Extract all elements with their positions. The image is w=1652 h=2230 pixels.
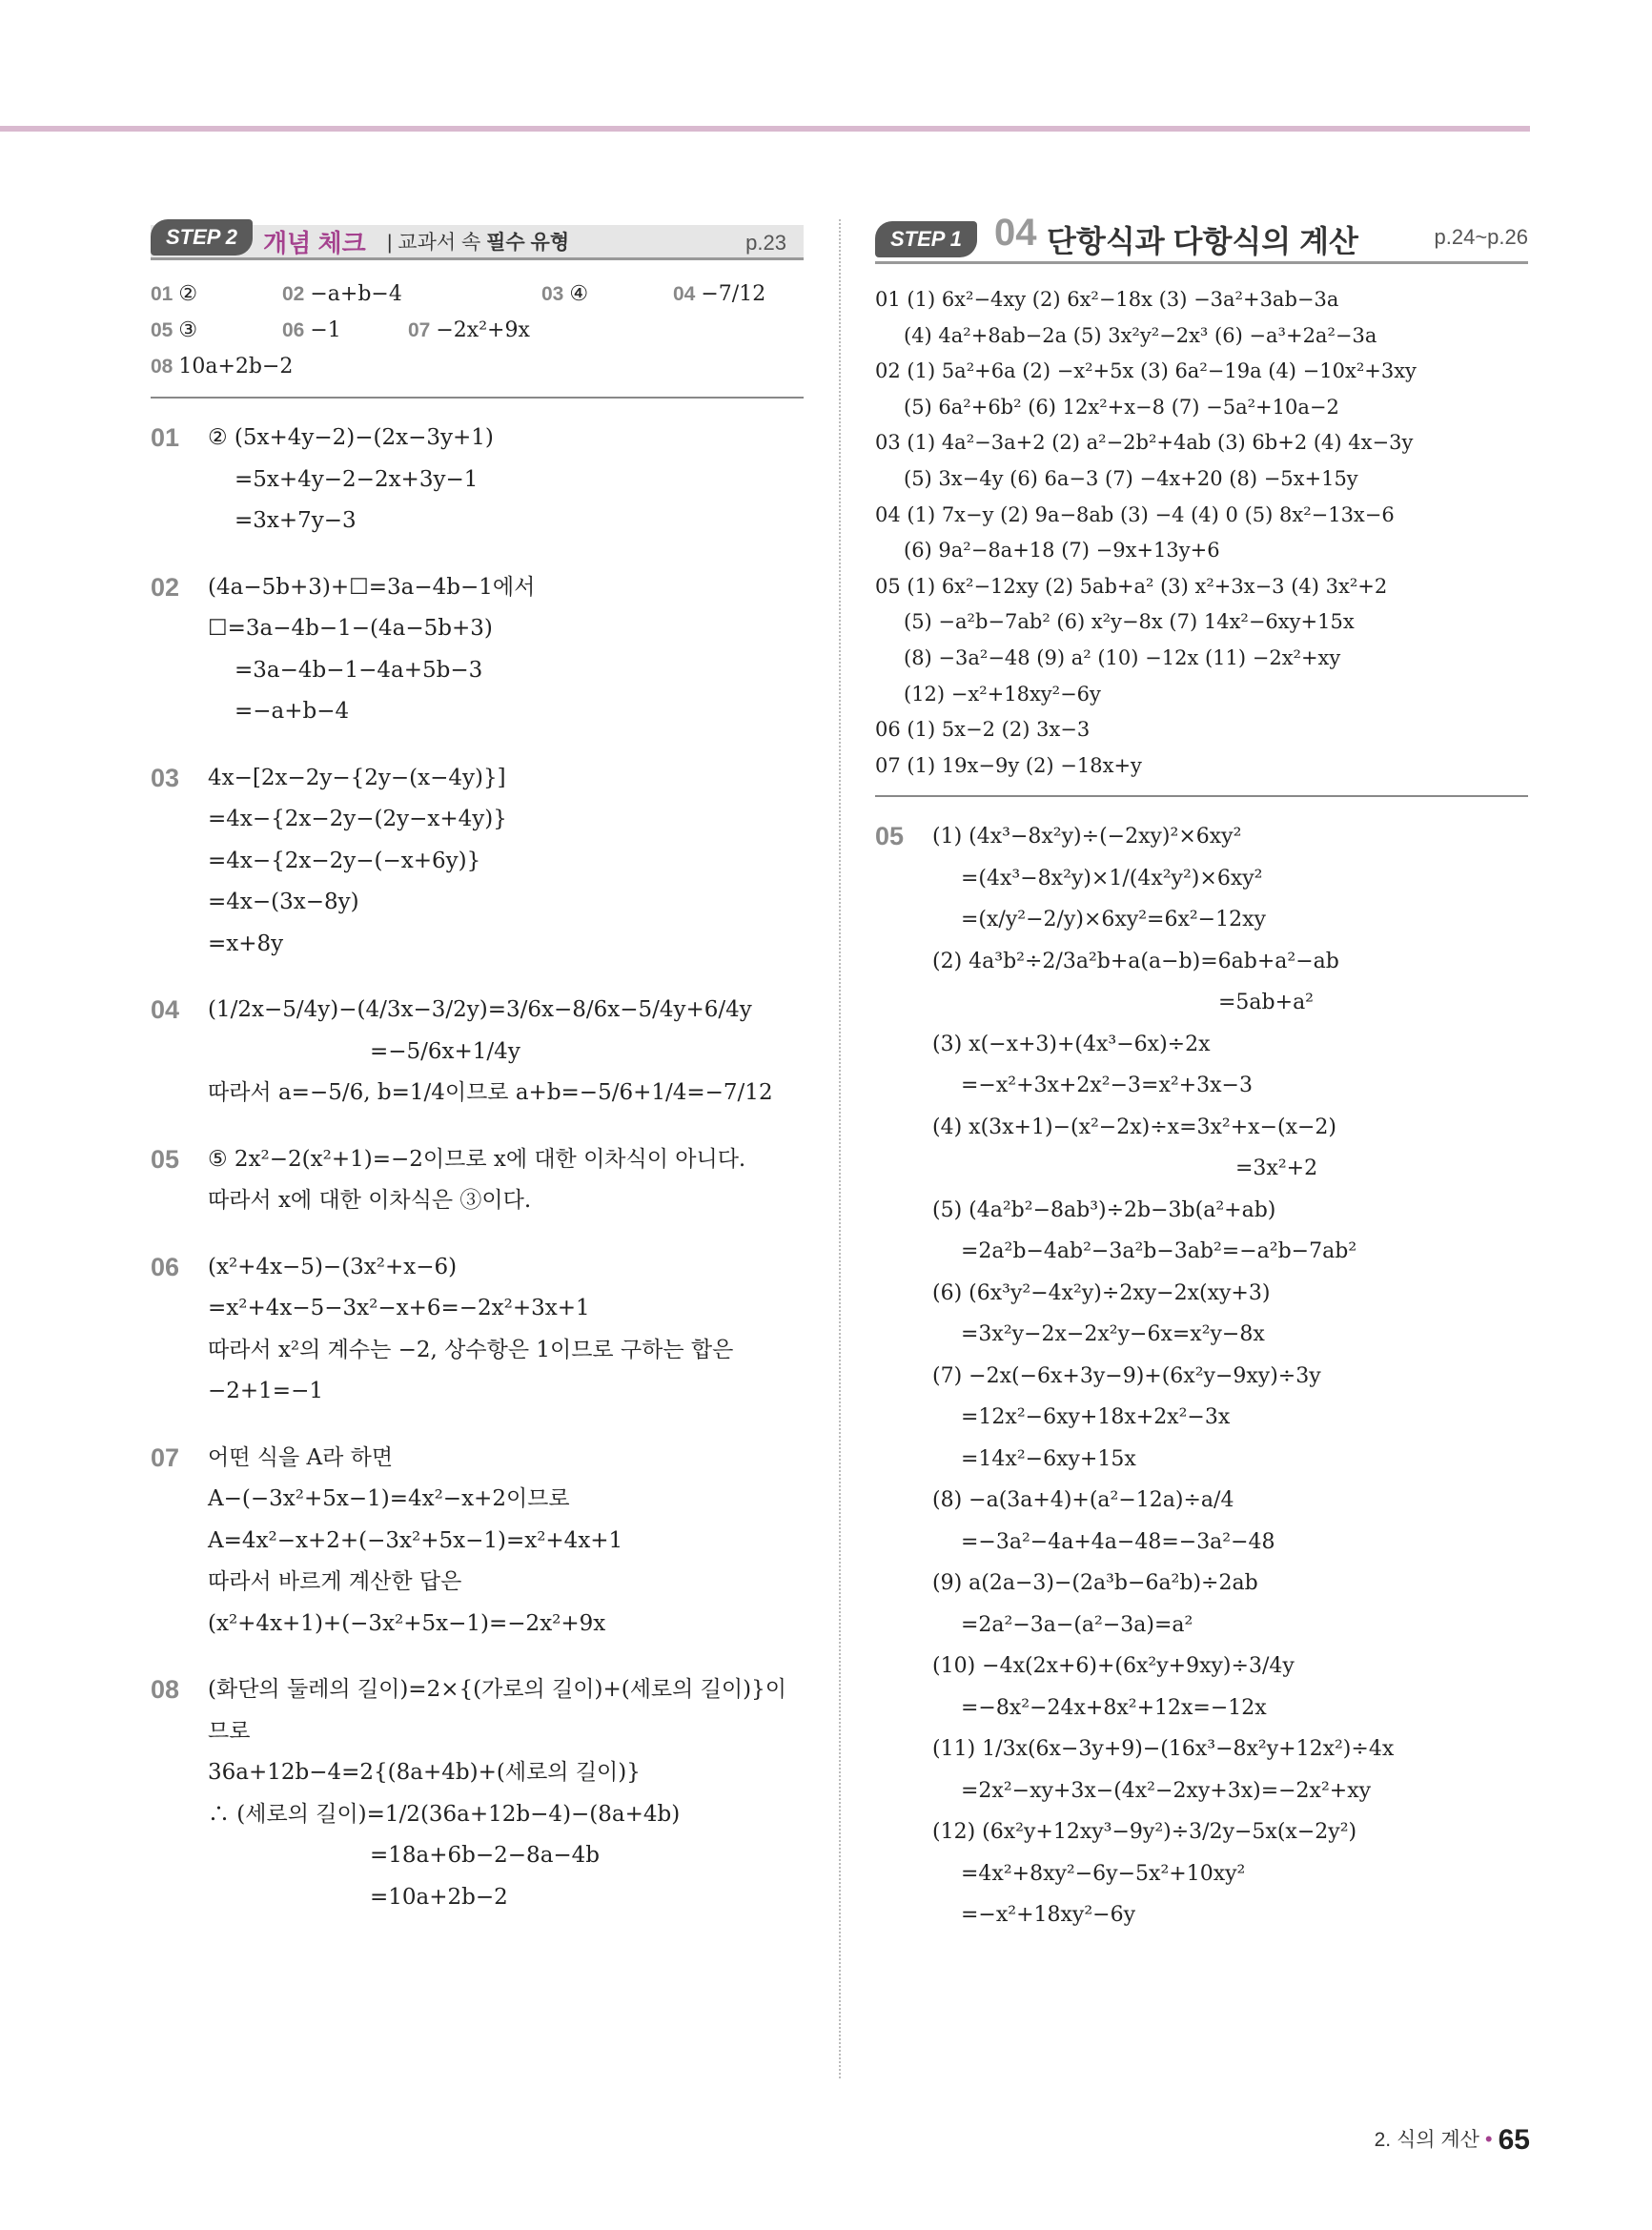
solution-line: =5x+4y−2−2x+3y−1: [235, 466, 479, 492]
solution-line: ∴ (세로의 길이)=1/2(36a+12b−4)−(8a+4b): [208, 1801, 681, 1827]
solution-line: ☐=3a−4b−1−(4a−5b+3): [208, 616, 493, 641]
solution-line: ② (5x+4y−2)−(2x−3y+1): [208, 425, 494, 450]
solution-line: (x²+4x+1)+(−3x²+5x−1)=−2x²+9x: [208, 1610, 606, 1636]
answer-line: 04 (1) 7x−y (2) 9a−8ab (3) −4 (4) 0 (5) 8x²−13x−6: [875, 502, 1395, 526]
solution-line: (화단의 둘레의 길이)=2×{(가로의 길이)+(세로의 길이)}이: [208, 1677, 786, 1702]
solution-line: 따라서 x에 대한 이차식은 ③이다.: [208, 1188, 532, 1213]
problem-06: [151, 1247, 804, 1413]
problem-number: 07: [151, 1442, 180, 1472]
separator: [151, 397, 804, 399]
solution-line: =3a−4b−1−4a+5b−3: [235, 657, 483, 683]
answer-line: (5) −a²b−7ab² (6) x²y−8x (7) 14x²−6xy+15x: [904, 610, 1355, 634]
problem-03: [151, 758, 804, 966]
quick-answer: 02 −a+b−4: [282, 282, 402, 306]
answer-line: 02 (1) 5a²+6a (2) −x²+5x (3) 6a²−19a (4) −10x²+3xy: [875, 359, 1417, 383]
step2-header: [151, 212, 804, 263]
problem-07: [151, 1438, 804, 1646]
solution-line: 므로: [208, 1718, 251, 1744]
page-number: 65: [1498, 2124, 1530, 2156]
quick-row: [151, 276, 804, 313]
problem-number: 05: [151, 1144, 180, 1174]
solution-line: =−5/6x+1/4y: [370, 1038, 520, 1064]
answer-line: (4) 4a²+8ab−2a (5) 3x²y²−2x³ (6) −a³+2a²−3a: [904, 323, 1377, 347]
quick-answers: [875, 282, 1528, 784]
problem-number: 08: [151, 1675, 180, 1704]
answer-line: 06 (1) 5x−2 (2) 3x−3: [875, 718, 1091, 742]
solution-line: (9) a(2a−3)−(2a³b−6a²b)÷2ab: [932, 1571, 1258, 1596]
problem-05: [151, 1139, 804, 1222]
solution-line: =2a²−3a−(a²−3a)=a²: [961, 1612, 1193, 1637]
section-title: 개념 체크: [263, 229, 366, 257]
quick-answer: 05 ③: [151, 318, 198, 342]
solution-line: 36a+12b−4=2{(8a+4b)+(세로의 길이)}: [208, 1760, 641, 1785]
answer-line: (12) −x²+18xy²−6y: [904, 682, 1101, 706]
solution-line: =−a+b−4: [235, 699, 350, 724]
quick-row: [151, 313, 804, 349]
step1-header: [875, 212, 1528, 269]
solution-line: =−3a²−4a+4a−48=−3a²−48: [961, 1529, 1275, 1554]
section-title: 단항식과 다항식의 계산: [1047, 224, 1358, 258]
problem-01: [151, 418, 804, 542]
solution-line: =5ab+a²: [1218, 991, 1314, 1015]
solution-line: −2+1=−1: [208, 1379, 323, 1403]
left-column: [151, 212, 804, 1943]
solution-line: =2x²−xy+3x−(4x²−2xy+3x)=−2x²+xy: [961, 1778, 1372, 1803]
solution-line: =14x²−6xy+15x: [961, 1446, 1136, 1471]
solution-line: =x²+4x−5−3x²−x+6=−2x²+3x+1: [208, 1296, 590, 1320]
problem-number: 04: [151, 995, 180, 1024]
solution-line: =10a+2b−2: [370, 1884, 508, 1910]
solution-line: 4x−[2x−2y−{2y−(x−4y)}]: [208, 765, 506, 790]
separator: [875, 795, 1528, 797]
solution-line: 따라서 바르게 계산한 답은: [208, 1569, 462, 1594]
problem-number: 01: [151, 423, 180, 452]
problem-number: 02: [151, 572, 180, 602]
solution-line: =−8x²−24x+8x²+12x=−12x: [961, 1695, 1267, 1720]
problem-number: 03: [151, 763, 180, 792]
chapter-label: 2. 식의 계산: [1374, 2129, 1479, 2151]
quick-answer: 04 −7/12: [673, 282, 766, 306]
solution-line: (4) x(3x+1)−(x²−2x)÷x=3x²+x−(x−2): [932, 1115, 1337, 1139]
solution-line: (1) (4x³−8x²y)÷(−2xy)²×6xy²: [932, 825, 1242, 849]
solution-line: =3x+7y−3: [235, 508, 357, 533]
quick-row: [151, 349, 804, 385]
answer-line: (5) 3x−4y (6) 6a−3 (7) −4x+20 (8) −5x+15y: [904, 466, 1358, 490]
problem-number: 05: [875, 822, 905, 851]
solution-line: =−x²+18xy²−6y: [961, 1903, 1136, 1928]
solution-line: =4x−{2x−2y−(−x+6y)}: [208, 848, 481, 873]
section-number: 04: [994, 212, 1037, 254]
solution-line: =18a+6b−2−8a−4b: [370, 1843, 601, 1868]
answer-line: 07 (1) 19x−9y (2) −18x+y: [875, 753, 1142, 777]
quick-answer: 07 −2x²+9x: [408, 318, 530, 342]
solution-line: (12) (6x²y+12xy³−9y²)÷3/2y−5x(x−2y²): [932, 1820, 1357, 1845]
quick-answers: [151, 276, 804, 385]
solution-line: (7) −2x(−6x+3y−9)+(6x²y−9xy)÷3y: [932, 1363, 1321, 1388]
problem-02: [151, 567, 804, 733]
top-rule: [0, 126, 1530, 132]
problem-number: 06: [151, 1252, 180, 1281]
solution-line: (8) −a(3a+4)+(a²−12a)÷a/4: [932, 1488, 1234, 1513]
solution-line: A−(−3x²+5x−1)=4x²−x+2이므로: [208, 1486, 570, 1511]
solution-line: (3) x(−x+3)+(4x³−6x)÷2x: [932, 1032, 1211, 1056]
section-subtitle: | 교과서 속 필수 유형: [387, 232, 570, 254]
right-column: [875, 212, 1528, 1961]
solution-line: (1/2x−5/4y)−(4/3x−3/2y)=3/6x−8/6x−5/4y+6/4y: [208, 997, 752, 1022]
solution-line: 따라서 x²의 계수는 −2, 상수항은 1이므로 구하는 합은: [208, 1337, 734, 1362]
solution-line: =4x−(3x−8y): [208, 890, 359, 914]
solution-line: =−x²+3x+2x²−3=x²+3x−3: [961, 1074, 1253, 1098]
solution-line: (2) 4a³b²÷2/3a²b+a(a−b)=6ab+a²−ab: [932, 949, 1339, 973]
solution-line: A=4x²−x+2+(−3x²+5x−1)=x²+4x+1: [208, 1527, 623, 1553]
answer-line: (5) 6a²+6b² (6) 12x²+x−8 (7) −5a²+10a−2: [904, 395, 1339, 419]
solution-line: ⑤ 2x²−2(x²+1)=−2이므로 x에 대한 이차식이 아니다.: [208, 1146, 746, 1172]
page-footer: [1375, 2124, 1530, 2157]
answer-line: (6) 9a²−8a+18 (7) −9x+13y+6: [904, 539, 1220, 563]
solution-line: =4x−{2x−2y−(2y−x+4y)}: [208, 807, 507, 831]
solution-line: 어떤 식을 A라 하면: [208, 1444, 394, 1470]
answer-line: 05 (1) 6x²−12xy (2) 5ab+a² (3) x²+3x−3 (4) 3x²+2: [875, 574, 1388, 598]
answer-line: (8) −3a²−48 (9) a² (10) −12x (11) −2x²+xy: [904, 645, 1341, 669]
solution-line: =x+8y: [208, 931, 284, 956]
solution-line: =(x/y²−2/y)×6xy²=6x²−12xy: [961, 908, 1266, 932]
step-badge: STEP 2: [151, 219, 253, 256]
solution-line: =(4x³−8x²y)×1/(4x²y²)×6xy²: [961, 866, 1263, 890]
solution-line: =4x²+8xy²−6y−5x²+10xy²: [961, 1861, 1246, 1886]
solution-line: (4a−5b+3)+☐=3a−4b−1에서: [208, 574, 536, 600]
page-ref: p.24~p.26: [1434, 225, 1528, 249]
solution-line: =12x²−6xy+18x+2x²−3x: [961, 1405, 1231, 1430]
solution-line: =3x²+2: [1235, 1156, 1318, 1181]
quick-answer: 06 −1: [282, 318, 341, 342]
solution-line: (10) −4x(2x+6)+(6x²y+9xy)÷3/4y: [932, 1654, 1295, 1679]
problem-08: [151, 1669, 804, 1918]
solution-line: =2a²b−4ab²−3a²b−3ab²=−a²b−7ab²: [961, 1239, 1357, 1264]
solution-line: 따라서 a=−5/6, b=1/4이므로 a+b=−5/6+1/4=−7/12: [208, 1080, 773, 1105]
column-divider: [839, 219, 841, 2078]
solution-line: =3x²y−2x−2x²y−6x=x²y−8x: [961, 1322, 1265, 1347]
page-ref: p.23: [745, 231, 786, 255]
problem-04: [151, 990, 804, 1115]
problem-05-detail: [875, 816, 1528, 1936]
solution-line: (6) (6x³y²−4x²y)÷2xy−2x(xy+3): [932, 1280, 1271, 1305]
quick-answer: 01 ②: [151, 282, 198, 306]
bullet-icon: •: [1484, 2127, 1493, 2151]
quick-answer: 03 ④: [541, 282, 589, 306]
quick-answer: 08 10a+2b−2: [151, 355, 294, 378]
solution-line: (x²+4x−5)−(3x²+x−6): [208, 1254, 458, 1279]
answer-line: 01 (1) 6x²−4xy (2) 6x²−18x (3) −3a²+3ab−3a: [875, 288, 1339, 311]
solution-line: (11) 1/3x(6x−3y+9)−(16x³−8x²y+12x²)÷4x: [932, 1737, 1395, 1762]
solution-line: (5) (4a²b²−8ab³)÷2b−3b(a²+ab): [932, 1197, 1276, 1222]
answer-line: 03 (1) 4a²−3a+2 (2) a²−2b²+4ab (3) 6b+2 (4) 4x−3y: [875, 431, 1414, 455]
step-badge: STEP 1: [875, 221, 977, 257]
